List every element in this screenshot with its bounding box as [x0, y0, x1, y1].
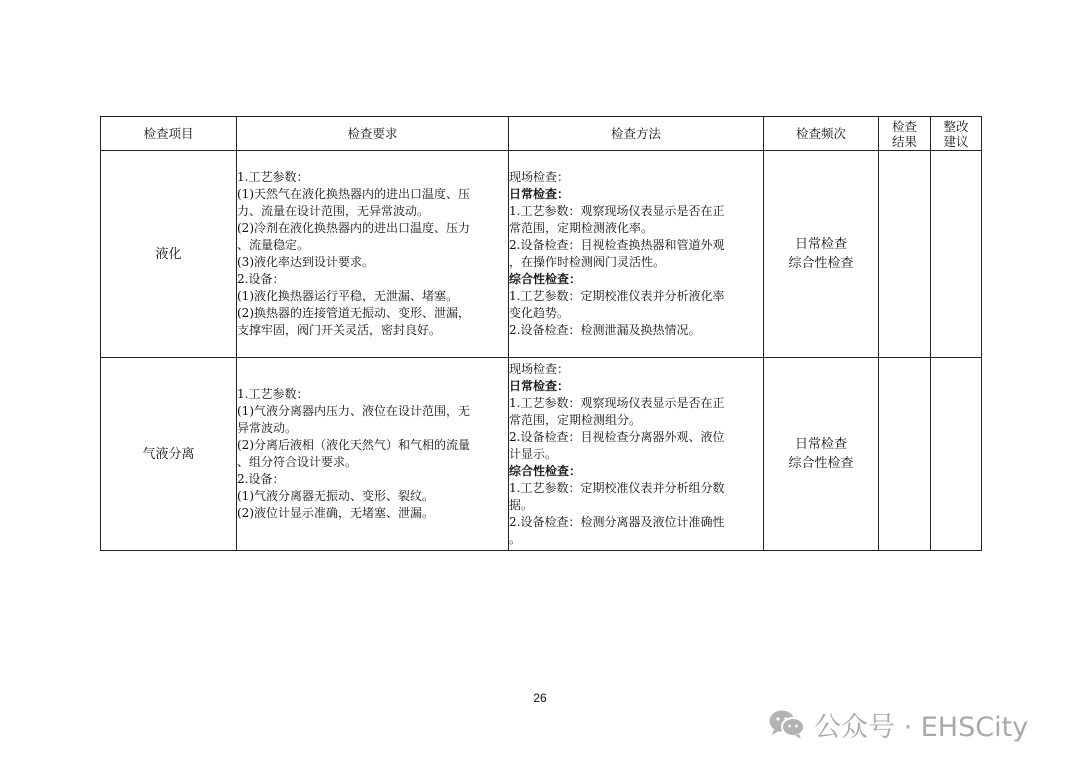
header-advice-line1: 整改	[943, 118, 969, 134]
frequency-line: 综合性检查	[788, 256, 854, 271]
method-line: 1.工艺参数：观察现场仪表显示是否在正	[509, 395, 725, 410]
header-advice-line2: 建议	[943, 133, 969, 149]
wechat-icon	[768, 708, 806, 740]
cell-method	[509, 358, 764, 551]
frequency-line: 日常检查	[794, 437, 847, 452]
cell-advice	[931, 151, 982, 358]
requirement-line: (1)天然气在液化换热器内的进出口温度、压	[237, 187, 470, 201]
method-heading: 综合性检查：	[509, 272, 582, 286]
method-heading: 综合性检查：	[509, 463, 582, 478]
requirement-line: (2)冷剂在液化换热器内的进出口温度、压力	[237, 221, 470, 235]
method-heading: 日常检查：	[509, 378, 570, 393]
method-line: 2.设备检查：检测泄漏及换热情况。	[509, 323, 701, 337]
header-result-line2: 结果	[891, 133, 917, 149]
header-item: 检查项目	[101, 117, 237, 151]
method-line: 现场检查：	[509, 361, 570, 376]
cell-item: 液化	[101, 151, 237, 358]
cell-frequency	[764, 358, 879, 551]
method-line: 计显示。	[509, 446, 558, 461]
requirement-line: 2.设备：	[237, 472, 285, 486]
requirement-line: 、流量稳定。	[237, 238, 310, 252]
watermark-text: 公众号 · EHSCity	[814, 711, 1029, 743]
method-heading: 日常检查：	[509, 187, 570, 201]
header-result-line1: 检查	[891, 118, 917, 134]
requirement-line: 异常波动。	[237, 421, 298, 435]
method-line: 常范围，定期检测液化率。	[509, 221, 654, 235]
method-line: ，在操作时检测阀门灵活性。	[509, 255, 666, 269]
requirement-line: 、组分符合设计要求。	[237, 455, 358, 469]
header-requirement: 检查要求	[237, 117, 509, 151]
table-row	[101, 151, 982, 358]
method-line: 。	[509, 531, 522, 546]
header-row	[101, 117, 982, 151]
method-line: 2.设备检查：检测分离器及液位计准确性	[509, 514, 725, 529]
cell-frequency	[764, 151, 879, 358]
requirement-line: 力、流量在设计范围，无异常波动。	[237, 204, 430, 218]
requirement-line: 1.工艺参数：	[237, 387, 309, 401]
cell-result	[879, 151, 931, 358]
requirement-line: (2)换热器的连接管道无振动、变形、泄漏，	[237, 306, 470, 320]
requirement-line: 支撑牢固，阀门开关灵活，密封良好。	[237, 323, 442, 337]
header-result	[879, 117, 931, 151]
cell-advice	[931, 358, 982, 551]
method-line: 据。	[509, 497, 534, 512]
requirement-line: (2)分离后液相（液化天然气）和气相的流量	[237, 438, 470, 452]
method-line: 变化趋势。	[509, 306, 570, 320]
frequency-line: 日常检查	[794, 237, 847, 252]
page-number: 26	[533, 691, 547, 705]
method-line: 1.工艺参数：定期校准仪表并分析液化率	[509, 289, 725, 303]
requirement-line: (1)液化换热器运行平稳，无泄漏、堵塞。	[237, 289, 458, 303]
header-method: 检查方法	[509, 117, 764, 151]
requirement-line: (2)液位计显示准确，无堵塞、泄漏。	[237, 506, 434, 520]
header-frequency: 检查频次	[764, 117, 879, 151]
table-row	[101, 358, 982, 551]
requirement-line: 2.设备：	[237, 272, 285, 286]
cell-method	[509, 151, 764, 358]
requirement-line: 1.工艺参数：	[237, 170, 309, 184]
cell-item: 气液分离	[101, 358, 237, 551]
method-line: 常范围，定期检测组分。	[509, 412, 642, 427]
cell-result	[879, 358, 931, 551]
header-advice	[931, 117, 982, 151]
method-line: 2.设备检查：目视检查换热器和管道外观	[509, 238, 725, 252]
method-line: 1.工艺参数：观察现场仪表显示是否在正	[509, 204, 725, 218]
requirement-line: (3)液化率达到设计要求。	[237, 255, 374, 269]
method-line: 2.设备检查：目视检查分离器外观、液位	[509, 429, 725, 444]
watermark	[768, 704, 1028, 744]
inspection-table	[100, 116, 982, 551]
requirement-line: (1)气液分离器内压力、液位在设计范围，无	[237, 404, 470, 418]
cell-requirement	[237, 358, 509, 551]
method-line: 现场检查：	[509, 170, 570, 184]
frequency-line: 综合性检查	[788, 456, 854, 471]
requirement-line: (1)气液分离器无振动、变形、裂纹。	[237, 489, 434, 503]
cell-requirement	[237, 151, 509, 358]
method-line: 1.工艺参数：定期校准仪表并分析组分数	[509, 480, 725, 495]
